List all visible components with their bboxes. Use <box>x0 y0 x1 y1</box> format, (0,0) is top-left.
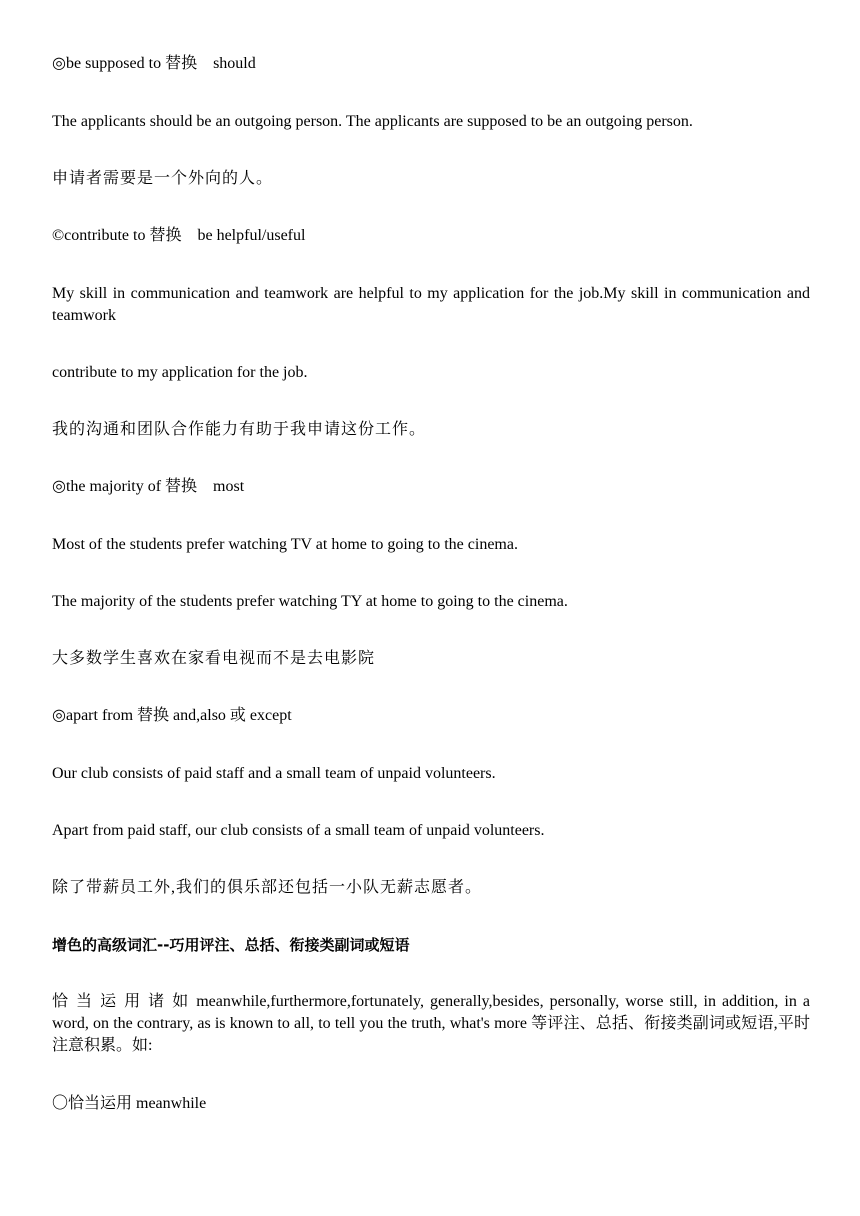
example-sentence-english: The applicants should be an outgoing person. The applicants are supposed to be an outgoing person. <box>52 113 693 130</box>
example-translation-chinese: 我的沟通和团队合作能力有助于我申请这份工作。 <box>52 421 427 438</box>
example-sentence-english: Apart from paid staff, our club consists of a small team of unpaid volunteers. <box>52 822 545 839</box>
example-translation-chinese: 除了带薪员工外,我们的俱乐部还包括一小队无薪志愿者。 <box>52 879 483 896</box>
example-translation-chinese: 大多数学生喜欢在家看电视而不是去电影院 <box>52 650 376 667</box>
example-sentence-english: The majority of the students prefer watching TY at home to going to the cinema. <box>52 593 568 610</box>
sub-heading-meanwhile: 〇恰当运用 meanwhile <box>52 1095 207 1112</box>
example-sentence-english: contribute to my application for the job. <box>52 364 308 381</box>
section-heading: 增色的高级词汇--巧用评注、总括、衔接类副词或短语 <box>52 936 410 954</box>
example-sentence-english: My skill in communication and teamwork are helpful to my application for the job.My skill in communication and teamwork <box>52 285 810 324</box>
phrase-heading-apart-from: ◎apart from 替换 and,also 或 except <box>52 707 292 724</box>
phrase-heading-majority-of: ◎the majority of 替换 most <box>52 478 245 495</box>
phrase-heading-contribute-to: ©contribute to 替换 be helpful/useful <box>52 227 306 244</box>
example-translation-chinese: 申请者需要是一个外向的人。 <box>52 170 274 187</box>
phrase-heading-be-supposed-to: ◎be supposed to 替换 should <box>52 55 256 72</box>
body-paragraph: 恰 当 运 用 诸 如 meanwhile,furthermore,fortunately, generally,besides, personally, worse still, in addition, in a word, on the contrary, as is known to all, to tell you the truth, what's more 等评注、总括、衔接类副词或短语,平时注意积累。如: <box>52 993 810 1054</box>
example-sentence-english: Our club consists of paid staff and a small team of unpaid volunteers. <box>52 765 496 782</box>
example-sentence-english: Most of the students prefer watching TV at home to going to the cinema. <box>52 536 518 553</box>
